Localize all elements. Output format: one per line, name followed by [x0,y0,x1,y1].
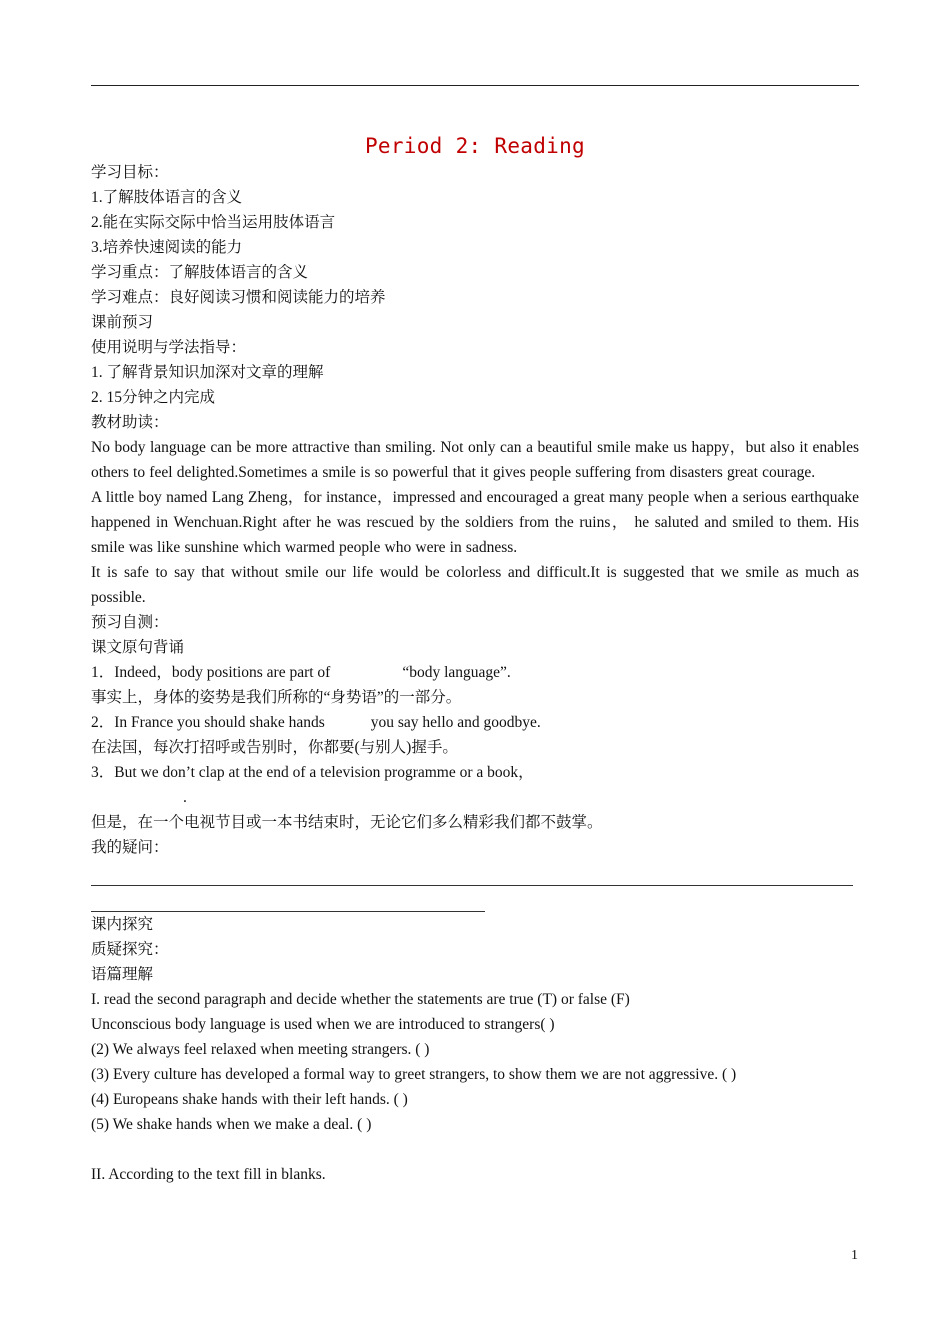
statement: Unconscious body language is used when we are introduced to strangers( ) [91,1016,555,1033]
questions-heading: 我的疑问： [91,839,169,856]
sentence-en-part: you say hello and goodbye. [370,714,541,731]
sentence-zh: 但是，在一个电视节目或一本书结束时，无论它们多么精彩我们都不鼓掌。 [91,814,603,831]
header-rule [91,85,859,86]
goals-heading: 学习目标： [91,164,169,181]
goal-item: 2.能在实际交际中恰当运用肢体语言 [91,214,336,231]
statement: (5) We shake hands when we make a deal. ( ) [91,1116,372,1133]
sentence-en-part: 2．In France you should shake hands [91,714,325,731]
difficult-point: 学习难点：良好阅读习惯和阅读能力的培养 [91,289,386,306]
sentence-en [91,785,859,810]
reading-paragraph: It is safe to say that without smile our life would be colorless and difficult.It is suggested that we smile as much as possible. [91,564,859,606]
statement: (3) Every culture has developed a formal way to greet strangers, to show them we are not aggressive. ( ) [91,1066,737,1083]
part2-instruction: II. According to the text fill in blanks. [91,1166,326,1183]
reading-paragraph: No body language can be more attractive than smiling. Not only can a beautiful smile make us happy，but also it enables others to feel delighted.Sometimes a smile is so powerful that it gives people suffering from disasters great courage. [91,439,859,481]
page-number: 1 [851,1248,858,1263]
reading-paragraph: A little boy named Lang Zheng，for instance，impressed and encouraged a great many people when a serious earthquake happened in Wenchuan.Right after he was rescued by the soldiers from the ruins， he saluted and smiled to them. His smile was like sunshine which warmed people who were in sadness. [91,489,859,556]
comprehension-heading: 语篇理解 [91,966,154,983]
document-body [91,160,859,1187]
sentence-en-part: 1．Indeed，body positions are part of [91,664,331,681]
material-heading: 教材助读： [91,414,169,431]
in-class-heading: 课内探究 [91,916,154,933]
statement: (4) Europeans shake hands with their left hands. ( ) [91,1091,408,1108]
sentence-en-part: “body language”. [402,664,511,681]
preview-heading: 课前预习 [91,314,154,331]
inquiry-heading: 质疑探究： [91,941,169,958]
part1-instruction: I. read the second paragraph and decide whether the statements are true (T) or false (F) [91,991,630,1008]
sentence-en [91,710,859,735]
goal-item: 3.培养快速阅读的能力 [91,239,243,256]
goal-item: 1.了解肢体语言的含义 [91,189,243,206]
recite-heading: 课文原句背诵 [91,639,185,656]
guide-item: 1. 了解背景知识加深对文章的理解 [91,364,324,381]
sentence-zh: 事实上，身体的姿势是我们所称的“身势语”的一部分。 [91,689,462,706]
sentence-zh: 在法国，每次打招呼或告别时，你都要(与别人)握手。 [91,739,458,756]
sentence-en: 3．But we don’t clap at the end of a television programme or a book， [91,764,534,781]
key-point: 学习重点：了解肢体语言的含义 [91,264,309,281]
blank-line [91,1137,859,1162]
guide-item: 2. 15分钟之内完成 [91,389,216,406]
guide-heading: 使用说明与学法指导： [91,339,247,356]
answer-line[interactable] [91,860,853,886]
sentence-en-part: . [183,789,187,806]
self-test-heading: 预习自测： [91,614,169,631]
page-title: Period 2: Reading [364,134,586,158]
statement: (2) We always feel relaxed when meeting strangers. ( ) [91,1041,430,1058]
sentence-en [91,660,859,685]
